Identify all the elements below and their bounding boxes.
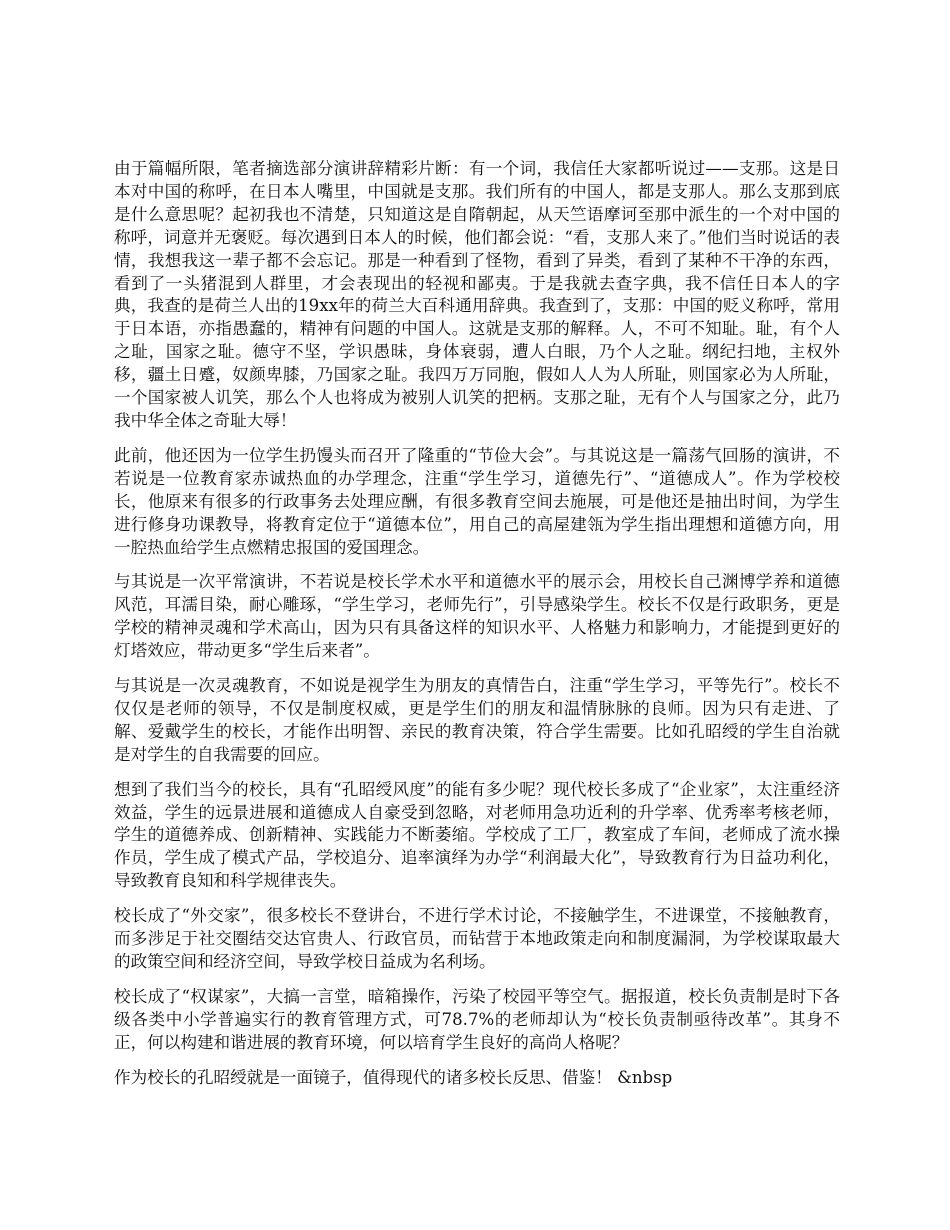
paragraph-diplomat-principals: 校长成了“外交家”，很多校长不登讲台，不进行学术讨论，不接触学生，不进课堂，不接触教育，而多涉足于社交圈结交达官贵人、行政官员，而钻营于本地政策走向和制度漏洞，为学校谋取最大的政策空间和经济空间，导致学校日益成为名利场。 [114,906,840,971]
document-body [114,158,840,1102]
paragraph-academic-showcase: 与其说是一次平常演讲，不若说是校长学术水平和道德水平的展示会，用校长自己渊博学养和道德风范，耳濡目染，耐心雕琢，“学生学习，老师先行”，引导感染学生。校长不仅是行政职务，更是学校的精神灵魂和学术高山，因为只有具备这样的知识水平、人格魅力和影响力，才能提到更好的灯塔效应，带动更多“学生后来者”。 [114,572,840,661]
paragraph-soul-education: 与其说是一次灵魂教育，不如说是视学生为朋友的真情告白，注重“学生学习，平等先行”。校长不仅仅是老师的领导，不仅是制度权威，更是学生们的朋友和温情脉脉的良师。因为只有走进、了解、爱戴学生的校长，才能作出明智、亲民的教育决策，符合学生需要。比如孔昭绶的学生自治就是对学生的自我需要的回应。 [114,676,840,764]
paragraph-conclusion: 作为校长的孔昭绶就是一面镜子，值得现代的诸多校长反思、借鉴！ &nbsp [114,1067,673,1087]
paragraph-schemer-principals: 校长成了“权谋家”，大搞一言堂，暗箱操作，污染了校园平等空气。据报道，校长负责制是时下各级各类中小学普遍实行的教育管理方式，可78.7%的老师却认为“校长负责制亟待改革”。其身不正，何以构建和谐进展的教育环境，何以培育学生良好的高尚人格呢？ [114,986,840,1052]
paragraph-thrift-assembly: 此前，他还因为一位学生扔馒头而召开了隆重的“节俭大会”。与其说这是一篇荡气回肠的演讲，不若说是一位教育家赤诚热血的办学理念，注重“学生学习，道德先行”、“道德成人”。作为学校校长，他原来有很多的行政事务去处理应酬，有很多教育空间去施展，可是他还是抽出时间，为学生进行修身功课教导，将教育定位于“道德本位”，用自己的高屋建瓴为学生指出理想和道德方向，用一腔热血给学生点燃精忠报国的爱国理念。 [114,445,840,557]
paragraph-modern-principals: 想到了我们当今的校长，具有“孔昭绶风度”的能有多少呢？现代校长多成了“企业家”，太注重经济效益，学生的远景进展和道德成人自豪受到忽略，对老师用急功近利的升学率、优秀率考核老师，学生的道德养成、创新精神、实践能力不断萎缩。学校成了工厂，教室成了车间，老师成了流水操作员，学生成了模式产品，学校追分、追率演绎为办学“利润最大化”，导致教育行为日益功利化，导致教育良知和科学规律丧失。 [114,779,840,891]
paragraph-speech-excerpt: 由于篇幅所限，笔者摘选部分演讲辞精彩片断：有一个词，我信任大家都听说过——支那。这是日本对中国的称呼，在日本人嘴里，中国就是支那。我们所有的中国人，都是支那人。那么支那到底是什么意思呢？起初我也不清楚，只知道这是自隋朝起，从天竺语摩诃至那中派生的一个对中国的称呼，词意并无褒贬。每次遇到日本人的时候，他们都会说：“看，支那人来了。”他们当时说话的表情，我想我这一辈子都不会忘记。那是一种看到了怪物，看到了异类，看到了某种不干净的东西，看到了一头猪混到人群里，才会表现出的轻视和鄙夷。于是我就去查字典，我不信任日本人的字典，我查的是荷兰人出的19xx年的荷兰大百科通用辞典。我查到了，支那：中国的贬义称呼，常用于日本语，亦指愚蠢的，精神有问题的中国人。这就是支那的解释。人，不可不知耻。耻，有个人之耻，国家之耻。德守不坚，学识愚昧，身体衰弱，遭人白眼，乃个人之耻。纲纪扫地，主权外移，疆土日蹙，奴颜卑膝，乃国家之耻。我四万万同胞，假如人人为人所耻，则国家必为人所耻，一个国家被人讥笑，那么个人也将成为被别人讥笑的把柄。支那之耻，无有个人与国家之分，此乃我中华全体之奇耻大辱！ [114,159,840,430]
